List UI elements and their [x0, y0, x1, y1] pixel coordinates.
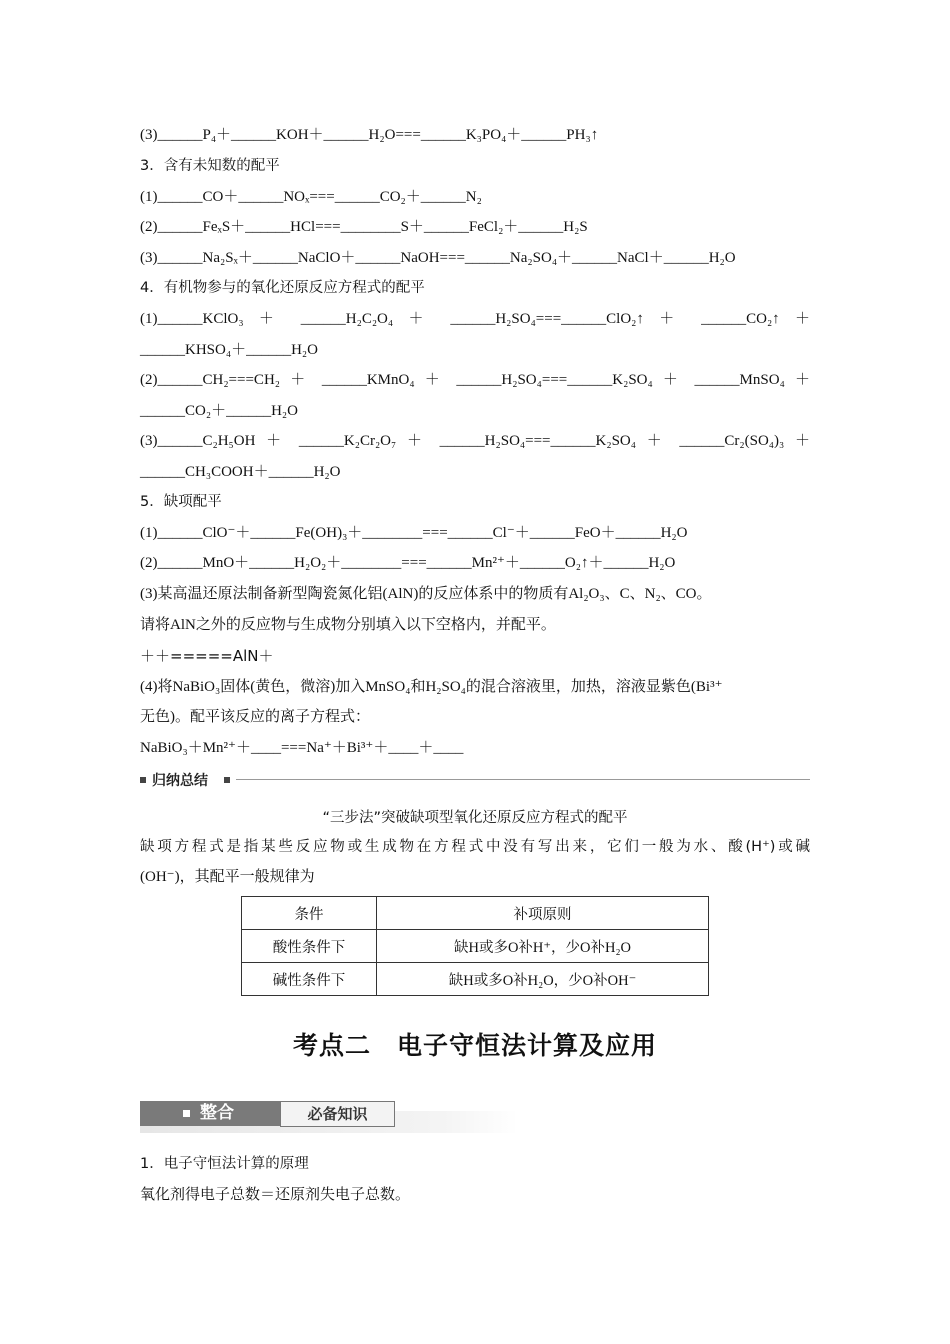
equation-line: (3)______C₂H₅OH ＋ ______K₂Cr₂O₇ ＋ ______H₂SO₄===______K₂SO₄ ＋ ______Cr₂(SO₄)₃ ＋	[140, 433, 810, 449]
question-text: (3)某高温还原法制备新型陶瓷氮化铝(AlN)的反应体系中的物质有Al₂O₃、C、N₂、CO。	[140, 586, 712, 602]
section-title: 考点二 电子守恒法计算及应用	[292, 1031, 657, 1060]
table-cell: 缺H或多O补H₂O，少O补OH⁻	[377, 963, 709, 996]
equation-line: ______CH₃COOH＋______H₂O	[140, 464, 341, 480]
equation-line: ______CO₂＋______H₂O	[140, 403, 298, 419]
subheading-4: 4．有机物参与的氧化还原反应方程式的配平	[140, 280, 425, 296]
summary-title: “三步法”突破缺项型氧化还原反应方程式的配平	[322, 810, 628, 826]
equation-line: (3)______P₄＋______KOH＋______H₂O===______K₃PO₄＋______PH₃↑	[140, 127, 599, 143]
question-text: (4)将NaBiO₃固体(黄色，微溶)加入MnSO₄和H₂SO₄的混合溶液里，加热，溶液显紫色(Bi³⁺	[140, 679, 723, 695]
summary-label: 归纳总结	[152, 773, 208, 789]
equation-line: (2)______FeₓS＋______HCl===________S＋______FeCl₂＋______H₂S	[140, 219, 588, 235]
equation-line: (2)______CH₂===CH₂ ＋ ______KMnO₄ ＋ ______H₂SO₄===______K₂SO₄ ＋ ______MnSO₄ ＋	[140, 372, 810, 388]
square-bullet-icon	[183, 1110, 190, 1117]
equation-line: (2)______MnO＋______H₂O₂＋________===______Mn²⁺＋______O₂↑＋______H₂O	[140, 555, 676, 571]
bullet-square-icon	[140, 777, 146, 783]
table-cell: 酸性条件下	[242, 930, 377, 963]
subheading-1: 1．电子守恒法计算的原理	[140, 1156, 309, 1172]
banner-dark-label: 整合	[200, 1103, 234, 1123]
equation-line: ＋＋=====AlN＋	[140, 647, 274, 665]
table-row	[242, 963, 709, 996]
table-row	[242, 930, 709, 963]
equation-line: (1)______KClO₃ ＋ ______H₂C₂O₄ ＋ ______H₂SO₄===______ClO₂↑ ＋ ______CO₂↑ ＋	[140, 311, 810, 327]
divider	[236, 779, 810, 780]
summary-paragraph: 缺项方程式是指某些反应物或生成物在方程式中没有写出来，它们一般为水、酸(H⁺)或碱	[140, 839, 810, 855]
table-header-cell: 补项原则	[377, 897, 709, 930]
table-header-row	[242, 897, 709, 930]
banner-light-label: 必备知识	[280, 1101, 395, 1127]
equation-line: (1)______ClO⁻＋______Fe(OH)₃＋________===______Cl⁻＋______FeO＋______H₂O	[140, 525, 688, 541]
body-text: 氧化剂得电子总数＝还原剂失电子总数。	[140, 1187, 411, 1203]
equation-line: ______KHSO₄＋______H₂O	[140, 342, 318, 358]
bullet-square-icon	[224, 777, 230, 783]
equation-line: (1)______CO＋______NOₓ===______CO₂＋______N₂	[140, 189, 482, 205]
subheading-5: 5．缺项配平	[140, 494, 222, 510]
banner-dark-tab	[140, 1101, 280, 1126]
table-cell: 缺H或多O补H⁺，少O补H₂O	[377, 930, 709, 963]
question-text: 无色)。配平该反应的离子方程式：	[140, 709, 370, 725]
table-header-cell: 条件	[242, 897, 377, 930]
question-text: 请将AlN之外的反应物与生成物分别填入以下空格内，并配平。	[140, 617, 556, 633]
rules-table	[241, 896, 709, 996]
summary-paragraph: (OH⁻)，其配平一般规律为	[140, 869, 315, 885]
equation-line: (3)______Na₂Sₓ＋______NaClO＋______NaOH===______Na₂SO₄＋______NaCl＋______H₂O	[140, 250, 736, 266]
subheading-3: 3．含有未知数的配平	[140, 158, 280, 174]
table-cell: 碱性条件下	[242, 963, 377, 996]
summary-header	[140, 770, 810, 790]
equation-line: NaBiO₃＋Mn²⁺＋____===Na⁺＋Bi³⁺＋____＋____	[140, 740, 464, 756]
section-banner	[140, 1101, 518, 1135]
